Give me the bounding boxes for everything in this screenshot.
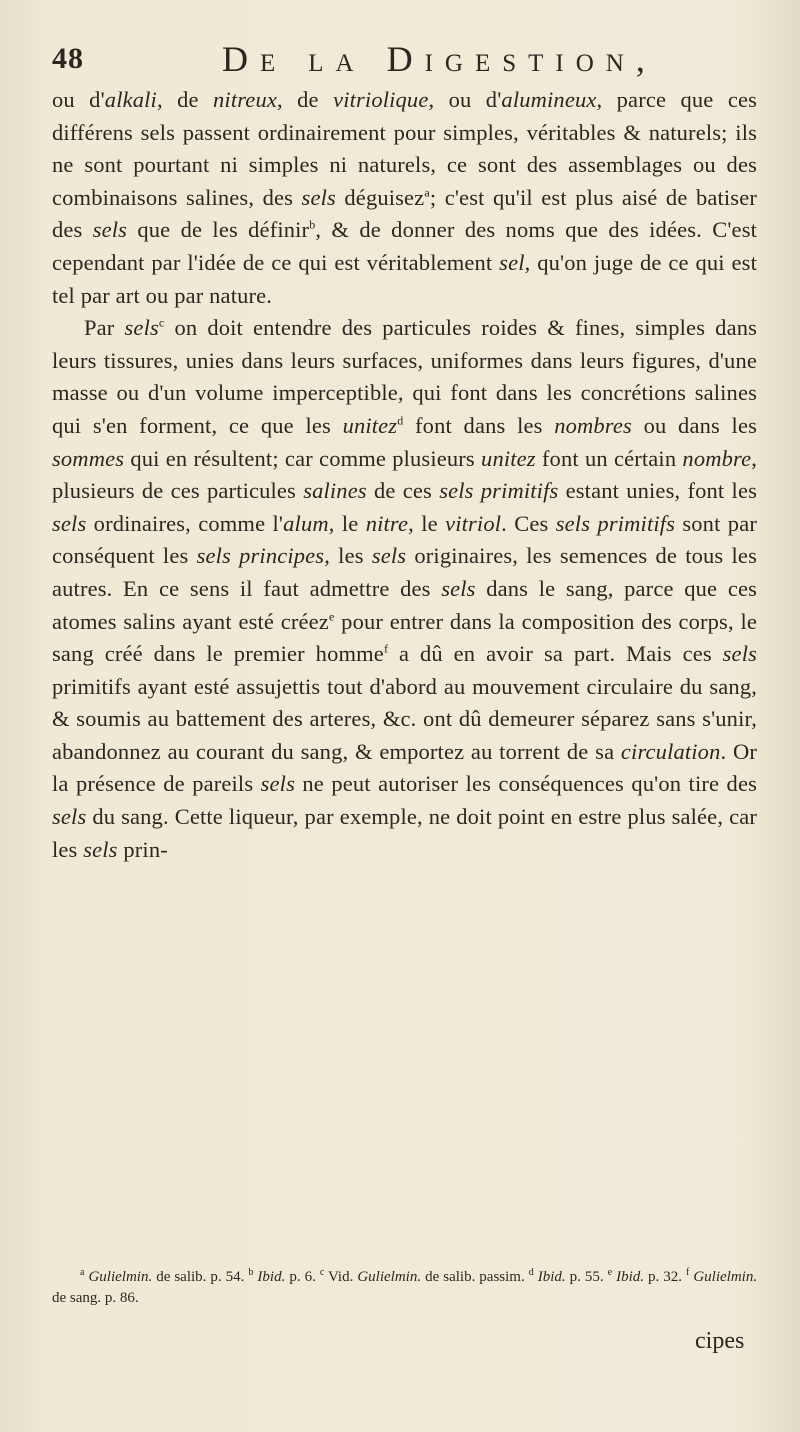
italic-term: salines xyxy=(303,478,367,504)
italic-term: alumineux xyxy=(501,87,597,112)
running-title: De la Digestion, xyxy=(222,39,657,79)
text-run: , de xyxy=(276,87,334,112)
italic-term: nitre xyxy=(365,510,409,536)
italic-term: sels xyxy=(92,217,128,243)
text-run: de ces xyxy=(366,478,440,504)
footnote-text: p. 6. xyxy=(285,1269,316,1285)
footnote-author: Gulielmin. xyxy=(693,1269,758,1285)
footnote-mark: a xyxy=(80,1267,85,1278)
text-run: , ou d' xyxy=(428,87,502,112)
footnote-text: Vid. xyxy=(324,1269,358,1285)
italic-term: vitriolique xyxy=(333,87,429,112)
italic-term: nombres xyxy=(554,412,632,438)
text-run: ou d' xyxy=(52,87,105,112)
italic-term: sels primitifs xyxy=(555,510,676,536)
page-number: 48 xyxy=(52,42,84,75)
text-run: que de les définir xyxy=(127,217,310,243)
footnotes xyxy=(52,1267,757,1309)
text-run: , plusieurs de ces particules xyxy=(52,445,758,504)
italic-term: sels xyxy=(722,641,758,667)
footnote-mark: c xyxy=(319,1267,325,1278)
footnote-mark: e xyxy=(607,1267,613,1278)
text-run: . Or la présence de pareils xyxy=(52,738,758,797)
footnote-mark: f xyxy=(686,1267,690,1278)
footnote-block xyxy=(52,1267,757,1309)
italic-term: sels xyxy=(52,804,87,830)
paragraph-2 xyxy=(52,312,757,866)
text-run: sont par conséquent les xyxy=(52,510,757,569)
text-run: Par xyxy=(84,315,125,341)
text-run: prin- xyxy=(117,836,168,862)
text-run: qui en résultent; car comme plusieurs xyxy=(124,445,482,471)
footnote-author: Gulielmin. xyxy=(357,1269,422,1285)
italic-term: alkali xyxy=(104,87,157,112)
italic-term: vitriol xyxy=(445,510,502,536)
text-run: , le xyxy=(408,510,446,536)
paragraph-1 xyxy=(52,84,757,312)
italic-term: alum xyxy=(283,510,329,536)
footnote-ref: e xyxy=(328,609,335,623)
text-run: ne peut autoriser les conséquences qu'on tire des xyxy=(295,771,757,797)
text-run: , les xyxy=(324,543,372,569)
footnote-text: de salib. p. 54. xyxy=(152,1269,245,1285)
footnote-ref: c xyxy=(158,315,165,330)
text-run: estant unies, font les xyxy=(558,478,758,504)
text-run: font un cértain xyxy=(535,445,683,471)
text-run: dans le sang, parce que ces atomes salins ayant esté créez xyxy=(52,575,757,634)
footnote-mark: d xyxy=(528,1267,534,1278)
footnote-text: p. 55. xyxy=(565,1269,604,1285)
text-run: font dans les xyxy=(403,412,555,438)
footnote-ibid: Ibid. xyxy=(537,1269,566,1285)
italic-term: unitez xyxy=(481,445,536,471)
italic-term: sels xyxy=(371,543,407,569)
text-run: primitifs ayant esté assujettis tout d'abord au mouvement circulaire du sang, & soumis au battement des arteres, &c. ont dû demeurer séparez sans s'unir, abandonnez au courant du sang, & emportez au torrent de sa xyxy=(52,673,757,764)
text-run: pour entrer dans la composition des corps, le sang créé dans le premier homme xyxy=(52,608,757,667)
text-run: . Ces xyxy=(501,510,556,536)
footnote-ref: d xyxy=(397,413,404,428)
italic-term: unitez xyxy=(342,412,398,438)
italic-term: nitreux xyxy=(213,87,277,112)
text-run: , le xyxy=(328,510,366,536)
italic-term: circulation xyxy=(620,738,721,764)
italic-term: sels xyxy=(52,510,87,536)
footnote-ref: a xyxy=(424,185,430,200)
footnote-ibid: Ibid. xyxy=(257,1269,286,1285)
italic-term: sels primitifs xyxy=(439,478,559,504)
footnote-text: de sang. p. 86. xyxy=(52,1290,139,1306)
footnote-ref: b xyxy=(309,217,316,232)
page-header xyxy=(52,38,757,84)
text-run: originaires, les semences de tous les autres. En ce sens il faut admettre des xyxy=(52,543,757,601)
text-run: déguisez xyxy=(335,184,425,210)
italic-term: sel xyxy=(499,249,525,275)
footnote-text: de salib. passim. xyxy=(421,1269,525,1285)
text-run: ; c'est qu'il est plus aisé de batiser des xyxy=(52,184,757,243)
text-run: ordinaires, comme l' xyxy=(86,510,284,536)
italic-term: sels xyxy=(124,315,159,341)
text-run: , parce que ces différens sels passent ordinairement pour simples, véritables & naturels; ils ne sont pourtant ni simples ni naturels, ce sont des assemblages ou des combinaisons salines, des xyxy=(52,87,757,210)
italic-term: sels principes xyxy=(196,543,325,569)
footnote-author: Gulielmin. xyxy=(88,1269,153,1285)
italic-term: sommes xyxy=(52,445,125,471)
text-run: du sang. Cette liqueur, par exemple, ne doit point en estre plus salée, car les xyxy=(52,804,757,862)
catchword: cipes xyxy=(695,1328,745,1354)
footnote-ibid: Ibid. xyxy=(616,1269,645,1285)
body-text xyxy=(52,84,757,866)
text-run: a dû en avoir sa part. Mais ces xyxy=(388,641,723,667)
text-run: ou dans les xyxy=(631,412,757,438)
italic-term: nombre xyxy=(682,445,752,471)
text-run: , qu'on juge de ce qui est tel par art ou par nature. xyxy=(52,249,757,308)
footnote-mark: b xyxy=(248,1267,254,1278)
italic-term: sels xyxy=(83,836,118,862)
italic-term: sels xyxy=(301,184,336,210)
footnote-ref: f xyxy=(383,641,389,656)
footnote-text: p. 32. xyxy=(644,1269,682,1285)
italic-term: sels xyxy=(441,575,476,601)
text-run: , & de donner des noms que des idées. C'est cependant par l'idée de ce qui est véritablement xyxy=(52,217,758,275)
text-run: on doit entendre des particules roides & fines, simples dans leurs tissures, unies dans leurs surfaces, uniformes dans leurs figures, d'une masse ou d'un volume imperceptible, qui font dans les concrétions salines qui s'en forment, ce que les xyxy=(52,315,758,438)
text-run: , de xyxy=(156,87,214,112)
italic-term: sels xyxy=(260,771,295,797)
